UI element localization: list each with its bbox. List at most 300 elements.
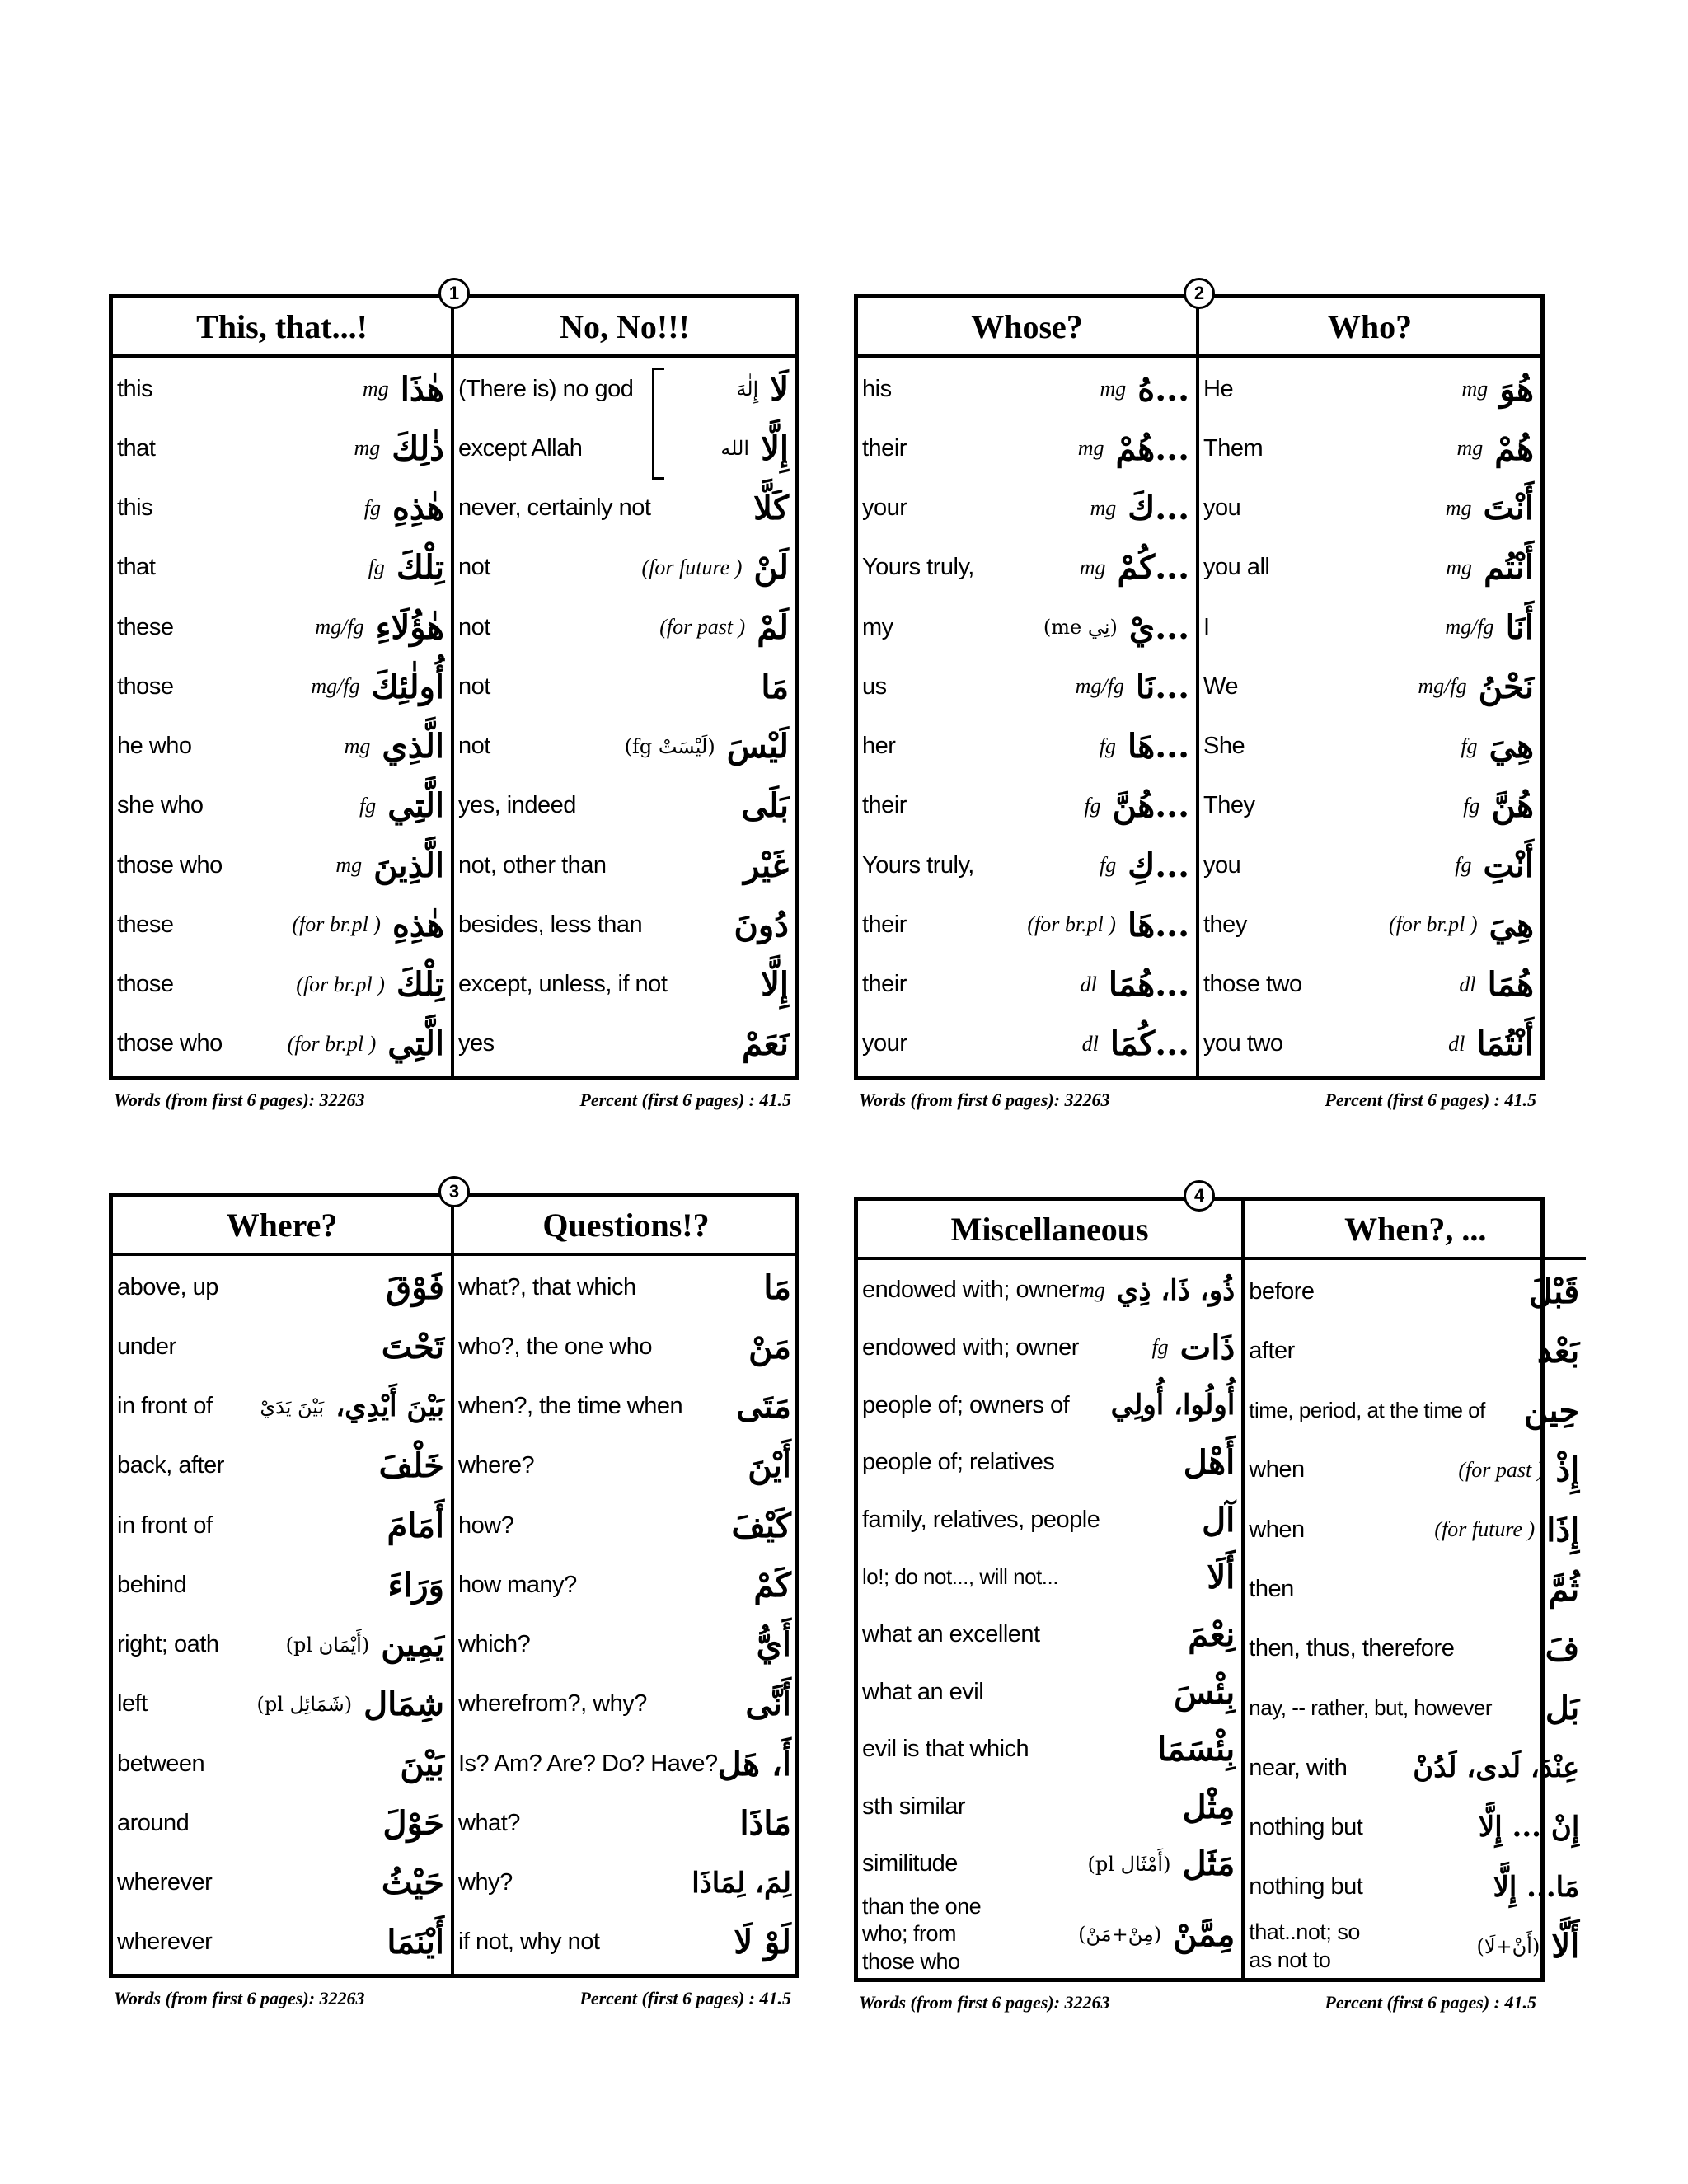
- arabic-word: فَ: [1545, 1629, 1580, 1669]
- english-meaning: not: [458, 613, 490, 640]
- english-meaning: us: [862, 673, 887, 700]
- english-meaning: They: [1203, 792, 1255, 819]
- english-meaning: above, up: [117, 1273, 218, 1301]
- arabic-word: أَلَّا: [1551, 1927, 1580, 1966]
- grammar-note: mg: [1079, 555, 1106, 579]
- arabic-word: هِيَ: [1489, 727, 1534, 766]
- vocab-row: [113, 955, 451, 1015]
- arabic-word: ...كَ: [1128, 489, 1189, 528]
- vocab-row: [113, 1015, 451, 1074]
- english-meaning: this: [117, 375, 153, 402]
- vocab-row: [1199, 598, 1540, 657]
- english-meaning: you: [1203, 851, 1241, 879]
- arabic-word: لَنْ: [753, 548, 789, 588]
- grammar-note: (for past ): [659, 615, 746, 640]
- arabic-word: دُونَ: [734, 905, 789, 944]
- grammar-note: fg: [1099, 733, 1116, 758]
- english-meaning: how many?: [458, 1571, 577, 1598]
- vocab-row: [454, 359, 795, 419]
- arabic-word: ...هَا: [1127, 727, 1189, 766]
- card-footer: [859, 1090, 1536, 1111]
- vocab-row: [113, 538, 451, 598]
- vocab-row: [1245, 1559, 1586, 1619]
- arabic-word: مَا: [763, 1268, 791, 1307]
- grammar-note: mg: [363, 377, 389, 401]
- english-meaning: Is? Am? Are? Do? Have?: [458, 1750, 718, 1777]
- card-number-badge: 4: [1184, 1180, 1215, 1212]
- arabic-word: أَيُّ: [756, 1625, 791, 1665]
- grammar-note: fg: [1084, 793, 1101, 818]
- vocab-row: [454, 1496, 798, 1555]
- english-meaning: you two: [1203, 1030, 1283, 1057]
- arabic-word: كَمْ: [753, 1565, 791, 1605]
- arabic-word: أُولٰئِكَ: [371, 667, 444, 706]
- english-meaning: in front of: [117, 1393, 213, 1420]
- grammar-note: fg: [1461, 733, 1478, 758]
- vocab-row: [858, 1015, 1196, 1074]
- arabic-word: ...هُمْ: [1115, 429, 1189, 468]
- vocab-row: [454, 479, 795, 538]
- english-meaning: then: [1249, 1575, 1294, 1602]
- english-meaning: not: [458, 554, 490, 581]
- vocab-row: [858, 419, 1196, 478]
- vocab-row: [113, 479, 451, 538]
- vocab-row: [454, 1377, 798, 1436]
- vocab-row: [113, 717, 451, 776]
- english-meaning: nothing but: [1249, 1813, 1363, 1840]
- arabic-word: أَ، هَل: [717, 1744, 791, 1783]
- word-count-footer: Words (from first 6 pages): 32263: [114, 1988, 365, 2008]
- vocab-row: [113, 657, 451, 716]
- vocab-row: [1245, 1619, 1586, 1679]
- arabic-word: بَيْنَ أَيْدِي،: [335, 1390, 444, 1423]
- vocab-row: [1245, 1441, 1586, 1500]
- vocab-row: [454, 1793, 798, 1853]
- english-meaning: than the one who; from those who: [862, 1893, 982, 1975]
- english-meaning: family, relatives, people: [862, 1506, 1100, 1533]
- vocab-row: [1199, 479, 1540, 538]
- column-right: [1199, 298, 1540, 1076]
- english-meaning: those two: [1203, 971, 1302, 998]
- english-meaning: except Allah: [458, 434, 583, 462]
- vocab-card-3: [109, 1176, 799, 2017]
- english-meaning: endowed with; owner: [862, 1333, 1079, 1361]
- english-meaning: people of; relatives: [862, 1449, 1055, 1476]
- vocab-row: [454, 1555, 798, 1615]
- vocab-row: [113, 598, 451, 657]
- vocab-row: [858, 1778, 1241, 1835]
- column-right: [454, 1197, 798, 1974]
- grammar-note: (for br.pl ): [292, 912, 381, 937]
- arabic-word: حَوْلَ: [382, 1803, 444, 1843]
- english-meaning: their: [862, 434, 907, 462]
- arabic-word: إِلَّا: [761, 429, 789, 468]
- english-meaning: right; oath: [117, 1631, 219, 1658]
- vocab-row: [113, 419, 451, 478]
- grammar-note: (for br.pl ): [296, 972, 385, 996]
- arabic-word: إِنْ ... إِلَّا: [1478, 1811, 1580, 1844]
- english-meaning: she who: [117, 792, 204, 819]
- vocab-row: [858, 836, 1196, 895]
- english-meaning: besides, less than: [458, 911, 643, 938]
- arabic-word: مَنْ: [748, 1327, 791, 1366]
- english-meaning: my: [862, 613, 893, 640]
- vocab-row: [858, 895, 1196, 954]
- arabic-word: الَّتِي: [387, 786, 444, 826]
- vocab-row: [113, 1854, 451, 1913]
- grammar-note: fg: [1151, 1335, 1169, 1360]
- grammar-note: mg: [1461, 377, 1489, 401]
- vocab-row: [1199, 359, 1540, 419]
- english-meaning: her: [862, 733, 896, 760]
- vocab-table: [854, 1197, 1580, 1982]
- english-meaning: this: [117, 494, 153, 522]
- english-meaning: nay, -- rather, but, however: [1249, 1695, 1493, 1721]
- english-meaning: where?: [458, 1452, 535, 1479]
- english-meaning: what?: [458, 1809, 520, 1836]
- grammar-note: (for future ): [641, 555, 743, 579]
- arabic-word: لَوْ لَا: [734, 1923, 791, 1962]
- english-meaning: near, with: [1249, 1754, 1348, 1781]
- grammar-note: (fg لَيْسَتْ): [624, 734, 715, 758]
- vocab-row: [113, 1496, 451, 1555]
- vocab-row: [454, 1258, 798, 1317]
- english-meaning: those who: [117, 1030, 223, 1057]
- grammar-note: mg: [335, 853, 363, 878]
- vocab-row: [454, 1854, 798, 1913]
- vocab-row: [113, 895, 451, 954]
- arabic-word: الَّتِي: [387, 1024, 444, 1064]
- vocab-row: [1199, 657, 1540, 716]
- vocab-row: [858, 1319, 1241, 1377]
- english-meaning: that..not; so as not to: [1249, 1919, 1360, 1972]
- arabic-word: لَمْ: [757, 607, 789, 647]
- arabic-word: يَمِين: [381, 1625, 444, 1665]
- grammar-note: mg: [1446, 555, 1473, 579]
- vocab-row: [1245, 1797, 1586, 1857]
- vocab-row: [113, 1793, 451, 1853]
- arabic-word: ...هَا: [1127, 905, 1189, 944]
- english-meaning: those: [117, 971, 174, 998]
- arabic-word: هُمَا: [1487, 965, 1534, 1005]
- vocab-row: [858, 955, 1196, 1015]
- english-meaning: I: [1203, 613, 1210, 640]
- arabic-word: الَّذِينَ: [373, 846, 444, 885]
- arabic-word: أَنَّى: [745, 1685, 791, 1724]
- column-title: When?, ...: [1245, 1201, 1586, 1260]
- vocab-row: [1245, 1679, 1586, 1738]
- arabic-word: بَلَى: [741, 786, 789, 826]
- column-left: [113, 1197, 454, 1974]
- english-meaning: that: [117, 554, 156, 581]
- vocab-row: [113, 1555, 451, 1615]
- grammar-note: (أَنْ+لَا): [1476, 1934, 1540, 1958]
- english-meaning: endowed with; owner: [862, 1277, 1079, 1304]
- arabic-word: ...هُمَا: [1108, 965, 1189, 1005]
- english-meaning: in front of: [117, 1511, 213, 1539]
- vocab-row: [113, 1913, 451, 1972]
- english-meaning: that: [117, 434, 156, 462]
- vocab-table: [109, 1193, 799, 1978]
- grammar-note: fg: [363, 495, 381, 520]
- arabic-word: أَنْتَ: [1483, 489, 1534, 528]
- vocab-row: [858, 1434, 1241, 1492]
- english-meaning: what an excellent: [862, 1620, 1040, 1647]
- vocab-row: [858, 1721, 1241, 1779]
- english-meaning: between: [117, 1750, 205, 1777]
- english-meaning: similitude: [862, 1850, 958, 1877]
- grammar-note: (for future ): [1434, 1517, 1536, 1542]
- arabic-word: ...كُمْ: [1117, 548, 1189, 588]
- card-footer: [859, 1992, 1536, 2013]
- column-left: [113, 298, 454, 1076]
- vocab-row: [1245, 1500, 1586, 1559]
- vocab-card-2: [854, 278, 1545, 1118]
- arabic-word: ...هُنَّ: [1112, 786, 1189, 826]
- english-meaning: those who: [117, 851, 223, 879]
- vocab-row: [858, 1376, 1241, 1434]
- grammar-note: dl: [1081, 1031, 1099, 1056]
- vocab-row: [858, 598, 1196, 657]
- vocab-row: [454, 1675, 798, 1734]
- arabic-word: قَبْلَ: [1528, 1272, 1580, 1311]
- vocab-card-1: [109, 278, 799, 1118]
- word-count-footer: Words (from first 6 pages): 32263: [114, 1090, 365, 1110]
- vocab-row: [113, 1734, 451, 1793]
- english-meaning: their: [862, 911, 907, 938]
- arabic-word: ذُو، ذَا، ذِي: [1116, 1273, 1236, 1307]
- vocab-row: [858, 1262, 1241, 1319]
- vocab-row: [858, 1491, 1241, 1549]
- grammar-note: (pl أَيْمَان): [285, 1633, 370, 1657]
- vocab-row: [858, 1663, 1241, 1721]
- vocab-row: [454, 895, 795, 954]
- english-meaning: She: [1203, 733, 1245, 760]
- arabic-word: شِمَال: [363, 1685, 444, 1724]
- vocab-row: [454, 955, 795, 1015]
- vocab-row: [858, 1893, 1241, 1976]
- vocab-row: [113, 1436, 451, 1496]
- english-meaning: wherefrom?, why?: [458, 1690, 647, 1718]
- column-right: [1245, 1201, 1586, 1978]
- english-meaning: if not, why not: [458, 1929, 600, 1956]
- arabic-word: غَيْر: [743, 846, 789, 885]
- arabic-word: بِئْسَ: [1174, 1672, 1236, 1712]
- vocab-row: [858, 479, 1196, 538]
- vocab-row: [113, 836, 451, 895]
- vocab-row: [113, 1675, 451, 1734]
- english-meaning: wherever: [117, 1929, 213, 1956]
- column-title: Miscellaneous: [858, 1201, 1241, 1260]
- arabic-word: حَيْثُ: [381, 1863, 444, 1903]
- arabic-word: تِلْكَ: [396, 548, 444, 588]
- english-meaning: after: [1249, 1337, 1295, 1364]
- arabic-word: أُولُوا، أُولِي: [1110, 1389, 1236, 1422]
- grammar-note: mg: [344, 733, 371, 758]
- arabic-word: آل: [1202, 1500, 1236, 1540]
- arabic-word: مِمَّنْ: [1173, 1915, 1236, 1954]
- vocab-row: [454, 538, 795, 598]
- vocab-row: [1245, 1262, 1586, 1321]
- vocab-table: [109, 294, 799, 1080]
- english-meaning: (There is) no god: [458, 375, 634, 402]
- arabic-word: هٰذِهِ: [392, 489, 444, 528]
- english-meaning: under: [117, 1333, 176, 1360]
- english-meaning: lo!; do not..., will not...: [862, 1564, 1058, 1590]
- english-meaning: your: [862, 1030, 907, 1057]
- column-title: Where?: [113, 1197, 451, 1256]
- english-meaning: not: [458, 673, 490, 700]
- vocab-row: [1199, 419, 1540, 478]
- vocab-row: [454, 1317, 798, 1376]
- arabic-word: ...كُمَا: [1109, 1024, 1189, 1064]
- vocab-row: [858, 1606, 1241, 1664]
- arabic-word: تِلْكَ: [396, 965, 444, 1005]
- vocab-row: [858, 717, 1196, 776]
- grammar-note: mg: [1100, 377, 1127, 401]
- english-meaning: We: [1203, 673, 1238, 700]
- english-meaning: when: [1249, 1516, 1305, 1543]
- english-meaning: yes: [458, 1030, 495, 1057]
- arabic-word: أَنْتُمَا: [1476, 1024, 1534, 1064]
- arabic-word: أَلَا: [1207, 1558, 1236, 1597]
- arabic-word: بَيْنَ: [400, 1744, 444, 1783]
- english-meaning: not, other than: [458, 851, 607, 879]
- arabic-word: أَمَامَ: [387, 1506, 444, 1545]
- arabic-word: أَنْتُم: [1484, 548, 1534, 588]
- arabic-word: خَلْفَ: [378, 1446, 444, 1486]
- grammar-note: (for br.pl ): [287, 1031, 377, 1056]
- card-footer: [114, 1988, 791, 2009]
- arabic-word: عِنْدَ، لَدى، لَدُنْ: [1413, 1751, 1580, 1785]
- english-meaning: people of; owners of: [862, 1391, 1070, 1418]
- english-meaning: which?: [458, 1631, 531, 1658]
- english-meaning: you all: [1203, 554, 1270, 581]
- arabic-word: هٰذَا: [400, 369, 444, 409]
- english-meaning: evil is that which: [862, 1736, 1029, 1763]
- arabic-word: أَيْنَ: [748, 1446, 791, 1486]
- english-meaning: He: [1203, 375, 1234, 402]
- arabic-word: مِثْل: [1182, 1787, 1236, 1826]
- grammar-note: fg: [368, 555, 385, 579]
- grammar-note: fg: [1100, 853, 1117, 878]
- english-meaning: what an evil: [862, 1678, 984, 1705]
- vocab-row: [1199, 776, 1540, 836]
- vocab-row: [113, 776, 451, 836]
- arabic-word: بِئْسَمَا: [1157, 1730, 1236, 1769]
- grammar-note: mg: [1077, 436, 1104, 461]
- vocab-row: [858, 359, 1196, 419]
- word-count-footer: Words (from first 6 pages): 32263: [859, 1090, 1110, 1110]
- english-meaning: Yours truly,: [862, 554, 974, 581]
- grammar-note: mg: [1078, 1277, 1105, 1302]
- arabic-word: أَهْل: [1183, 1443, 1236, 1483]
- english-meaning: these: [117, 911, 174, 938]
- grammar-note: dl: [1448, 1031, 1465, 1056]
- arabic-word: إِذَا: [1546, 1510, 1580, 1549]
- arabic-word: مَا... إِلَّا: [1493, 1870, 1580, 1904]
- arabic-word: ثُمَّ: [1548, 1569, 1580, 1609]
- arabic-word: هٰذِهِ: [392, 905, 444, 944]
- arabic-word: أَيْنَمَا: [387, 1923, 444, 1962]
- english-meaning: when: [1249, 1456, 1305, 1483]
- english-meaning: they: [1203, 911, 1247, 938]
- arabic-word: هٰؤُلَاءِ: [375, 607, 444, 647]
- column-title: This, that...!: [113, 298, 451, 358]
- arabic-word: كَيْفَ: [731, 1506, 791, 1545]
- card-number-badge: 2: [1184, 278, 1215, 309]
- vocab-row: [113, 1377, 451, 1436]
- english-meaning: their: [862, 792, 907, 819]
- vocab-row: [858, 657, 1196, 716]
- vocab-row: [1199, 955, 1540, 1015]
- column-left: [858, 298, 1199, 1076]
- vocab-row: [858, 776, 1196, 836]
- grammar-note: mg: [1456, 436, 1484, 461]
- english-meaning: how?: [458, 1511, 514, 1539]
- percent-footer: Percent (first 6 pages) : 41.5: [579, 1988, 791, 2008]
- grammar-note: mg/fg: [311, 674, 360, 699]
- vocab-row: [858, 1549, 1241, 1606]
- column-title: No, No!!!: [454, 298, 795, 358]
- vocab-row: [454, 776, 795, 836]
- percent-footer: Percent (first 6 pages) : 41.5: [1325, 1090, 1536, 1110]
- english-meaning: except, unless, if not: [458, 971, 668, 998]
- english-meaning: before: [1249, 1277, 1315, 1305]
- vocab-card-4: [854, 1180, 1580, 2021]
- arabic-word: إِلَّا: [761, 965, 789, 1005]
- percent-footer: Percent (first 6 pages) : 41.5: [579, 1090, 791, 1110]
- grammar-note: fg: [359, 793, 377, 818]
- vocab-row: [1199, 1015, 1540, 1074]
- english-meaning: around: [117, 1809, 190, 1836]
- english-meaning: what?, that which: [458, 1273, 636, 1301]
- grammar-note: (pl أَمْثَال): [1087, 1852, 1171, 1876]
- arabic-word: ذٰلِكَ: [392, 429, 444, 468]
- arabic-word: إِذْ: [1555, 1451, 1580, 1490]
- vocab-row: [113, 359, 451, 419]
- arabic-word: بَل: [1545, 1689, 1580, 1728]
- arabic-word: أَنَا: [1505, 607, 1534, 647]
- arabic-word: هُنَّ: [1491, 786, 1534, 826]
- vocab-row: [1245, 1738, 1586, 1797]
- arabic-word: نَحْنُ: [1478, 667, 1534, 706]
- grammar-note: fg: [1455, 853, 1472, 878]
- vocab-row: [454, 1734, 798, 1793]
- arabic-word: مَتَى: [736, 1387, 791, 1427]
- arabic-word: وَرَاءَ: [387, 1565, 444, 1605]
- arabic-word: هُمْ: [1494, 429, 1534, 468]
- vocab-row: [454, 1913, 798, 1972]
- grammar-note: mg: [1090, 495, 1117, 520]
- vocab-row: [1199, 836, 1540, 895]
- card-number-badge: 3: [438, 1176, 470, 1207]
- grammar-note: mg: [1445, 495, 1472, 520]
- english-meaning: these: [117, 613, 174, 640]
- column-right: [454, 298, 795, 1076]
- vocab-table: [854, 294, 1545, 1080]
- grammar-note: بَيْنَ يَدَيْ: [260, 1394, 325, 1418]
- vocab-row: [454, 419, 795, 478]
- english-meaning: your: [862, 494, 907, 522]
- english-meaning: wherever: [117, 1869, 213, 1896]
- arabic-word: فَوْقَ: [386, 1268, 444, 1307]
- word-count-footer: Words (from first 6 pages): 32263: [859, 1992, 1110, 2013]
- arabic-word: نَعَمْ: [741, 1024, 789, 1064]
- english-meaning: sth similar: [862, 1793, 966, 1820]
- english-meaning: their: [862, 971, 907, 998]
- grammar-note: الله: [720, 437, 750, 461]
